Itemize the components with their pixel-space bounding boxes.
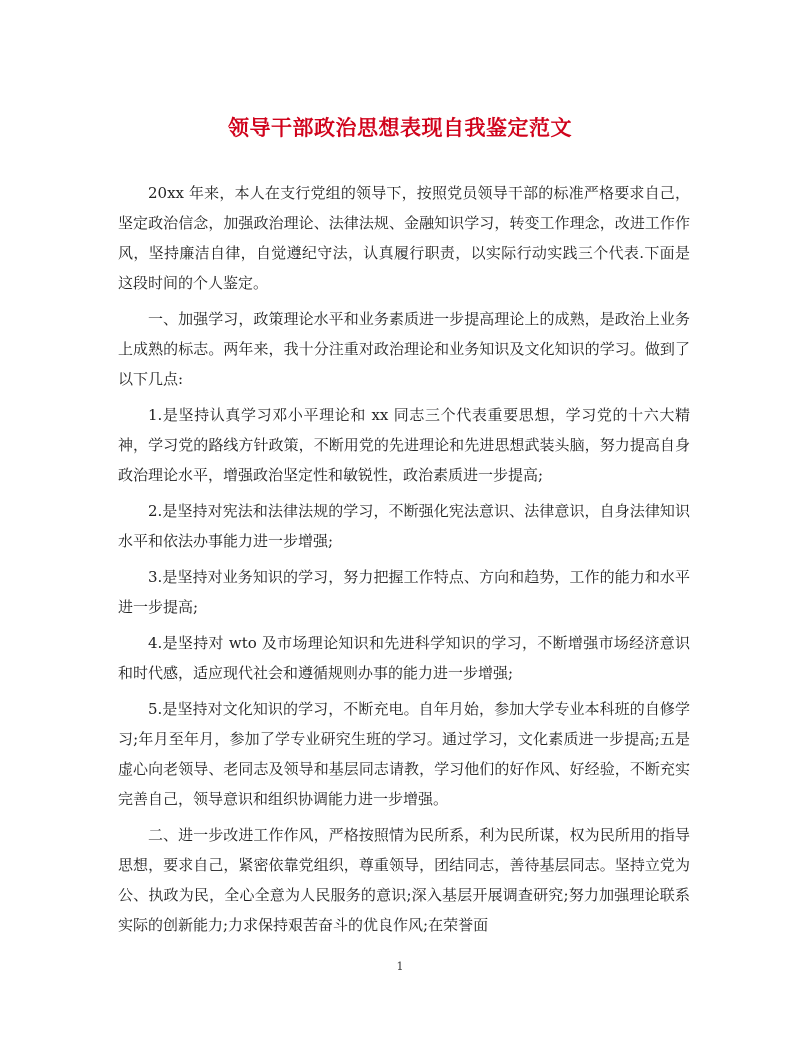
document-body <box>118 178 690 946</box>
paragraph-intro: 20xx 年来，本人在支行党组的领导下，按照党员领导干部的标准严格要求自己，坚定政治信念，加强政治理论、法律法规、金融知识学习，转变工作理念，改进工作作风，坚持廉洁自律，自觉遵纪守法，认真履行职责，以实际行动实践三个代表.下面是这段时间的个人鉴定。 <box>118 184 690 292</box>
document-title: 领导干部政治思想表现自我鉴定范文 <box>228 115 572 140</box>
paragraph-section-2: 二、进一步改进工作作风，严格按照情为民所系，利为民所谋，权为民所用的指导思想，要求自己，紧密依靠党组织，尊重领导，团结同志，善待基层同志。坚持立党为公、执政为民，全心全意为人民服务的意识;深入基层开展调查研究;努力加强理论联系实际的创新能力;力求保持艰苦奋斗的优良作风;在荣誉面 <box>118 826 690 934</box>
paragraph-item-2: 2.是坚持对宪法和法律法规的学习，不断强化宪法意识、法律意识，自身法律知识水平和依法办事能力进一步增强; <box>118 502 690 550</box>
paragraph-item-3: 3.是坚持对业务知识的学习，努力把握工作特点、方向和趋势，工作的能力和水平进一步提高; <box>118 568 690 616</box>
page-number: 1 <box>396 960 404 973</box>
paragraph-section-1: 一、加强学习，政策理论水平和业务素质进一步提高理论上的成熟，是政治上业务上成熟的标志。两年来，我十分注重对政治理论和业务知识及文化知识的学习。做到了以下几点: <box>118 310 690 388</box>
paragraph-item-1: 1.是坚持认真学习邓小平理论和 xx 同志三个代表重要思想，学习党的十六大精神，学习党的路线方针政策，不断用党的先进理论和先进思想武装头脑，努力提高自身政治理论水平，增强政治坚定性和敏锐性，政治素质进一步提高; <box>118 406 690 484</box>
paragraph-item-4: 4.是坚持对 wto 及市场理论知识和先进科学知识的学习，不断增强市场经济意识和时代感，适应现代社会和遵循规则办事的能力进一步增强; <box>118 634 690 682</box>
paragraph-item-5: 5.是坚持对文化知识的学习，不断充电。自年月始，参加大学专业本科班的自修学习;年月至年月，参加了学专业研究生班的学习。通过学习，文化素质进一步提高;五是虚心向老领导、老同志及领导和基层同志请教，学习他们的好作风、好经验，不断充实完善自己，领导意识和组织协调能力进一步增强。 <box>118 700 690 808</box>
